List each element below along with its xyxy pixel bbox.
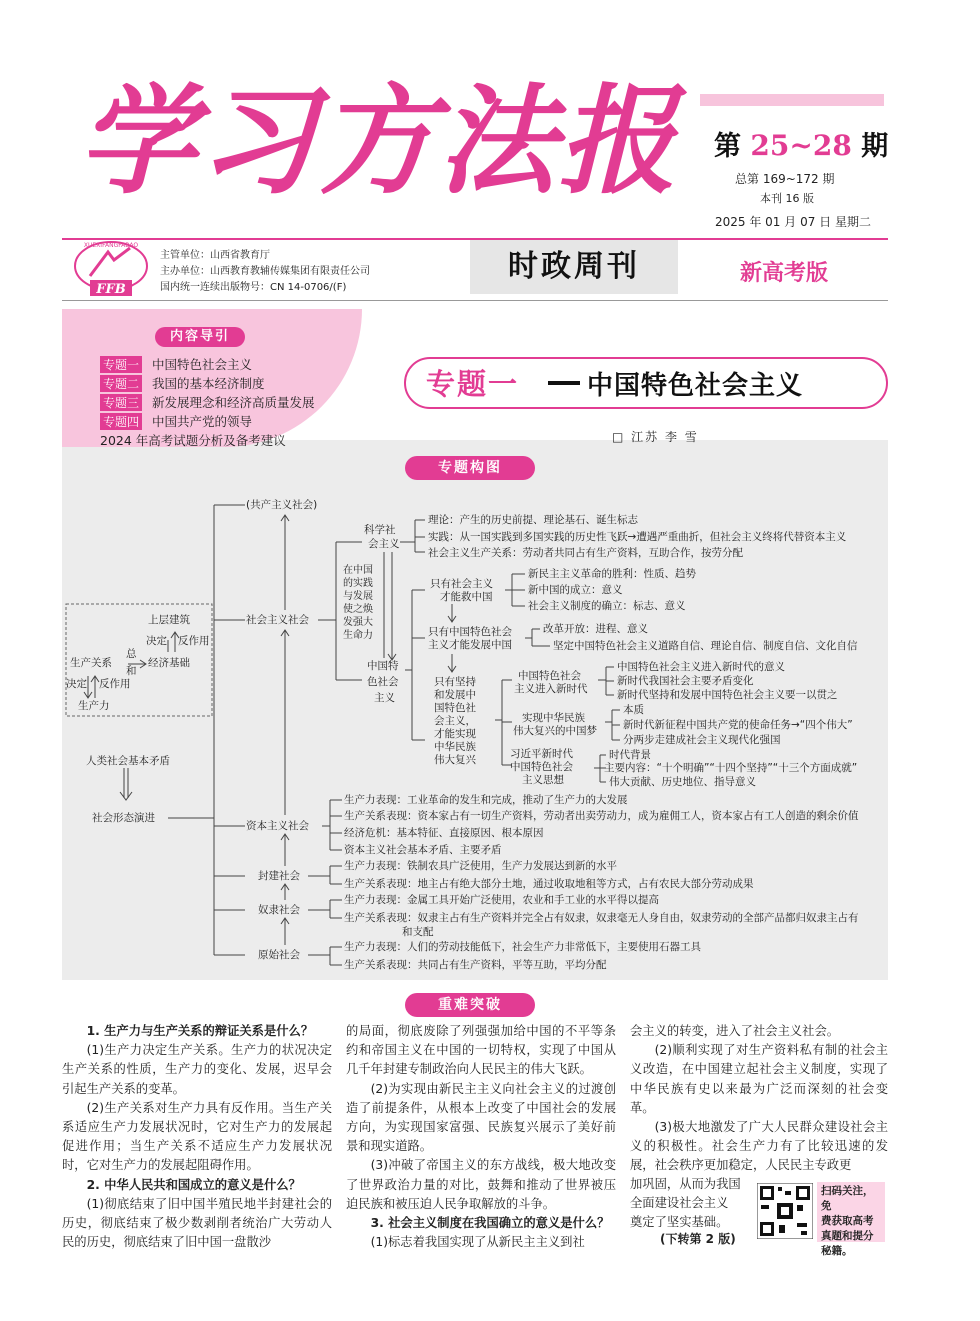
node-xi-thought: 主义思想 <box>522 774 564 786</box>
node-contradiction: 人类社会基本矛盾 <box>86 755 170 767</box>
node-develop-china: 只有中国特色社会 <box>428 626 512 638</box>
article-tail: 加巩固，从而为我国 全面建设社会主义 奠定了坚实基础。 <box>630 1177 741 1230</box>
node-new-era: 主义进入新时代 <box>514 683 588 695</box>
node-uphold: 国特色社 <box>434 702 476 714</box>
label-react: 反作用 <box>178 635 210 647</box>
continued-note: (下转第 2 版) <box>660 1232 736 1246</box>
cap-item: 经济危机：基本特征、直接原因、根本原因 <box>344 827 544 839</box>
node-uphold: 伟大复兴 <box>434 754 476 766</box>
node-uphold: 只有坚持 <box>434 676 476 688</box>
cn-number: 国内统一连续出版物号：CN 14-0706/(F) <box>160 282 347 293</box>
supervisor: 主管单位：山西省教育厅 <box>160 250 270 261</box>
feudal-item: 生产关系表现：地主占有绝大部分土地，通过收取地租等方式，占有农民大部分劳动成果 <box>344 878 754 890</box>
node-forces: 生产力 <box>78 700 110 712</box>
article-paragraph: 的局面，彻底废除了列强强加给中国的不平等条约和帝国主义在中国的一切特权，实现了中国从几千年封建专制政治向人民民主的伟大飞跃。 <box>346 1024 616 1077</box>
node-scientific: 科学社 <box>364 524 396 536</box>
node-new-era: 中国特色社会 <box>518 670 581 682</box>
qr-code[interactable] <box>757 1183 813 1239</box>
feudal-item: 生产力表现：铁制农具广泛使用，生产力发展达到新的水平 <box>344 860 617 872</box>
vertical-label: 发强大 <box>343 617 373 628</box>
node-chinese-dream: 伟大复兴的中国梦 <box>513 725 597 737</box>
article-paragraph: (3)极大地激发了广大人民群众建设社会主义的积极性。社会生产力有了比较迅速的发展，社会秩序更加稳定，人民民主专政更 <box>630 1120 888 1173</box>
topic-label: 专题一 <box>426 367 520 401</box>
dev-item: 改革开放：进程、意义 <box>543 623 648 635</box>
primitive-item: 生产力表现：人们的劳动技能低下，社会生产力非常低下，主要使用石器工具 <box>344 941 701 953</box>
node-communism: (共产主义社会) <box>246 499 318 511</box>
node-primitive: 原始社会 <box>258 949 300 961</box>
node-save-china: 只有社会主义 <box>430 578 493 590</box>
primitive-item: 生产关系表现：共同占有生产资料，平等互助，平均分配 <box>344 959 607 971</box>
edition-label: 新高考版 <box>740 261 829 286</box>
save-item: 新民主主义革命的胜利：性质、趋势 <box>528 568 696 580</box>
node-save-china: 才能救中国 <box>440 591 493 603</box>
guide-title: 内容导引 <box>155 327 245 347</box>
masthead-title: 学习方法报 <box>78 71 679 210</box>
node-xi-thought: 中国特色社会 <box>510 761 573 773</box>
node-feudal: 封建社会 <box>258 870 300 882</box>
label-decide: 决定 <box>66 678 87 690</box>
node-uphold: 会主义， <box>434 715 476 727</box>
node-uphold: 中华民族 <box>434 741 476 753</box>
sci-item: 理论：产生的历史前提、理论基石、诞生标志 <box>428 514 638 526</box>
cap-item: 生产力表现：工业革命的发生和完成，推动了生产力的大发展 <box>344 794 628 806</box>
question-heading: 1. 生产力与生产关系的辩证关系是什么？ <box>86 1024 314 1038</box>
weekly-title: 时政周刊 <box>470 240 678 294</box>
qr-caption: 扫码关注，免 费获取高考 真题和提分 秘籍。 <box>817 1182 885 1242</box>
node-relations: 生产关系 <box>70 657 112 669</box>
slave-item: 生产关系表现：奴隶主占有生产资料并完全占有奴隶，奴隶毫无人身自由，奴隶劳动的全部产品都归奴隶主占有 <box>344 912 859 924</box>
save-item: 社会主义制度的确立：标志、意义 <box>528 600 686 612</box>
node-slave: 奴隶社会 <box>258 904 300 916</box>
question-heading: 2. 中华人民共和国成立的意义是什么？ <box>86 1177 301 1192</box>
page-count: 本刊 16 版 <box>760 192 814 205</box>
guide-extra[interactable]: 2024 年高考试题分析及备考建议 <box>100 433 286 448</box>
slave-item: 和支配 <box>402 926 434 938</box>
node-xi-thought: 习近平新时代 <box>510 748 573 760</box>
label-react: 反作用 <box>99 678 131 690</box>
sponsor: 主办单位：山西教育教辅传媒集团有限责任公司 <box>160 266 370 277</box>
node-uphold: 才能实现 <box>434 728 476 740</box>
guide-item[interactable]: 专题四 中国共产党的领导 <box>100 412 252 430</box>
issue-date: 2025 年 01 月 07 日 星期二 <box>715 215 871 229</box>
cap-item: 资本主义社会基本矛盾、主要矛盾 <box>344 844 502 856</box>
node-scientific: 会主义 <box>368 538 400 550</box>
xi-item: 时代背景 <box>609 749 651 761</box>
node-evolution: 社会形态演进 <box>92 812 155 824</box>
era-item: 新时代坚持和发展中国特色社会主义要一以贯之 <box>617 689 838 701</box>
sci-item: 实践：从一国实践到多国实践的历史性飞跃→遭遇严重曲折，但社会主义终将代替资本主义 <box>428 531 847 543</box>
dream-item: 新时代新征程中国共产党的使命任务→“四个伟大” <box>623 719 853 731</box>
node-capitalism: 资本主义社会 <box>246 820 309 832</box>
cap-item: 生产关系表现：资本家占有一切生产资料，劳动者出卖劳动力，成为雇佣工人，资本家占有工人创造的剩余价值 <box>344 810 859 822</box>
issue-number: 第 25~28 期 <box>714 129 889 162</box>
article-paragraph: 会主义的转变，进入了社会主义社会。 <box>630 1024 840 1038</box>
svg-text:FFB: FFB <box>96 282 126 297</box>
node-develop-china: 主义才能发展中国 <box>428 639 512 651</box>
article-column-1 <box>62 1022 332 1252</box>
node-chinese-socialism: 主义 <box>374 692 395 704</box>
svg-text:XUEXIFANGFABAO: XUEXIFANGFABAO <box>83 242 139 249</box>
dream-item: 本质 <box>623 704 644 716</box>
guide-item[interactable]: 专题二 我国的基本经济制度 <box>100 374 265 392</box>
article-paragraph: (1)标志着我国实现了从新民主主义到社 <box>370 1235 585 1250</box>
guide-item[interactable]: 专题一 中国特色社会主义 <box>100 355 252 373</box>
vertical-label: 与发展 <box>343 591 373 602</box>
node-uphold: 和发展中 <box>434 689 476 701</box>
label-and: 和 <box>126 665 137 677</box>
sci-item: 社会主义生产关系：劳动者共同占有生产资料，互助合作，按劳分配 <box>428 547 743 559</box>
article-paragraph: (3)冲破了帝国主义的东方战线，极大地改变了世界政治力量的对比，鼓舞和推动了世界被压迫民族和被压迫人民争取解放的斗争。 <box>346 1158 616 1211</box>
vertical-label: 的实践 <box>343 578 373 589</box>
node-superstructure: 上层建筑 <box>148 614 190 626</box>
question-heading: 3. 社会主义制度在我国确立的意义是什么？ <box>370 1216 610 1231</box>
article-column-3 <box>630 1022 888 1176</box>
article-column-2 <box>346 1022 616 1252</box>
save-item: 新中国的成立：意义 <box>528 584 623 596</box>
node-base: 经济基础 <box>148 657 190 669</box>
dev-item: 坚定中国特色社会主义道路自信、理论自信、制度自信、文化自信 <box>553 640 858 652</box>
article-paragraph: (1)生产力决定生产关系。生产力的状况决定生产关系的性质，生产力的变化、发展，迟早会引起生产关系的变革。 <box>62 1043 332 1096</box>
article-paragraph: (2)为实现由新民主主义向社会主义的过渡创造了前提条件，从根本上改变了中国社会的发展方向，为实现国家富强、民族复兴展示了美好前景和现实道路。 <box>346 1081 616 1154</box>
era-item: 新时代我国社会主要矛盾变化 <box>617 675 754 687</box>
node-chinese-dream: 实现中华民族 <box>522 712 585 724</box>
author-line: □ 江苏 李 雪 <box>612 430 699 444</box>
section-map-title: 专题构图 <box>405 456 535 480</box>
guide-item[interactable]: 专题三 新发展理念和经济高质量发展 <box>100 393 315 411</box>
article-paragraph: (2)生产关系对生产力具有反作用。当生产关系适应生产力发展状况时，它对生产力的发展起促进作用；当生产关系不适应生产力发展状况时，它对生产力的发展起阻碍作用。 <box>62 1100 332 1173</box>
node-chinese-socialism: 色社会 <box>367 676 399 688</box>
total-issue: 总第 169~172 期 <box>735 172 835 186</box>
vertical-label: 在中国 <box>343 565 373 576</box>
xi-item: 伟大贡献、历史地位、指导意义 <box>609 776 756 788</box>
vertical-label: 生命力 <box>343 630 373 641</box>
label-sum: 总 <box>126 648 137 660</box>
topic-title: 中国特色社会主义 <box>587 371 804 401</box>
xi-item: 主要内容：“十个明确”“十四个坚持”“十三个方面成就” <box>604 762 858 774</box>
label-decide: 决定 <box>146 635 167 647</box>
dream-item: 分两步走建成社会主义现代化强国 <box>623 734 781 746</box>
article-paragraph: (1)彻底结束了旧中国半殖民地半封建社会的历史，彻底结束了极少数剥削者统治广大劳动人民的历史，彻底结束了旧中国一盘散沙 <box>62 1196 332 1250</box>
era-item: 中国特色社会主义进入新时代的意义 <box>617 661 785 673</box>
vertical-label: 使之焕 <box>343 604 373 615</box>
node-chinese-socialism: 中国特 <box>367 660 399 672</box>
article-paragraph: (2)顺利实现了对生产资料私有制的社会主义改造，在中国建立起社会主义制度，实现了中华民族有史以来最为广泛而深刻的社会变革。 <box>630 1043 888 1115</box>
node-socialism: 社会主义社会 <box>246 614 309 626</box>
slave-item: 生产力表现：金属工具开始广泛使用，农业和手工业的水平得以提高 <box>344 894 659 906</box>
section-difficulty-title: 重难突破 <box>405 993 535 1017</box>
